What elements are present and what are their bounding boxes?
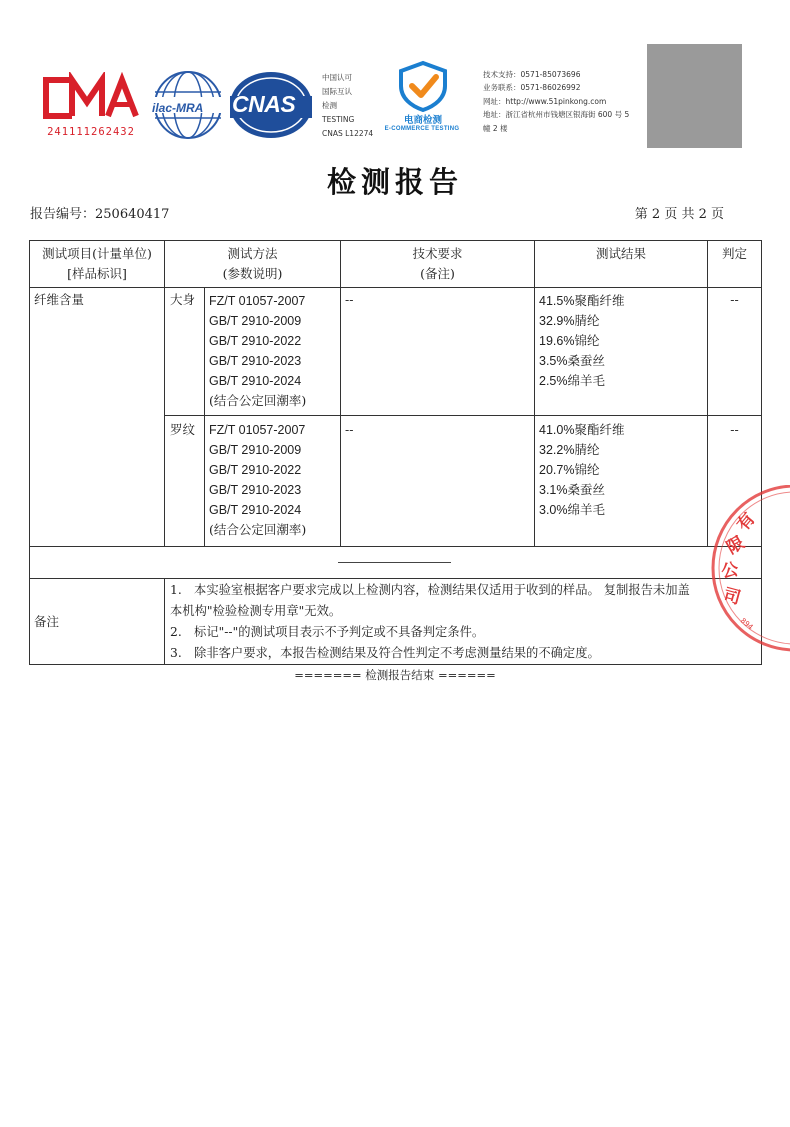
remarks-label: 备注 [34,614,60,629]
result-row: 3.5%桑蚕丝 [539,353,606,368]
result-list-2 [539,420,624,520]
remark-2: 2. 标记"--"的测试项目表示不予判定或不具备判定条件。 [170,625,485,639]
report-number: 报告编号：250640417 [30,207,170,222]
requirement-1: -- [345,292,354,307]
page-info: 第 2 页 共 2 页 [634,207,724,222]
col-header-result: 测试结果 [595,246,646,261]
col-header-judgement: 判定 [721,246,747,261]
result-row: 41.0%聚酯纤维 [539,422,625,437]
remark-1: 1. 本实验室根据客户要求完成以上检测内容，检测结果仅适用于收到的样品。 复制报告未加盖 [170,583,690,597]
contact-website: 网址：http://www.51pinkong.com [483,96,607,106]
result-row: 20.7%锦纶 [539,462,600,477]
result-list-1 [539,291,624,391]
col-header-method: 测试方法 (参数说明) [222,246,283,281]
remark-3: 3. 除非客户要求，本报告检测结果及符合性判定不考虑测量结果的不确定度。 [170,646,600,660]
report-end: ======= 检测报告结束 ====== [294,668,496,682]
ecommerce-logo-en: E-COMMERCE TESTING [384,126,460,132]
result-row: 32.9%腈纶 [539,313,600,328]
ilac-mra-text: ilac-MRA [152,101,204,115]
sample-part-2: 罗纹 [170,422,196,437]
result-row: 19.6%锦纶 [539,333,600,348]
cnas-text: CNAS [232,91,296,117]
col-header-requirement: 技术要求 (备注) [412,246,463,281]
qr-code-icon [647,44,742,148]
cma-code: 241111262432 [47,126,135,138]
contact-address: 地址：浙江省杭州市钱塘区银海街 600 号 5 [483,110,630,120]
accreditation-text: 中国认可 国际互认 检测 TESTING CNAS L12274 [322,73,374,138]
cma-icon [38,72,142,124]
remark-1-cont: 本机构"检验检测专用章"无效。 [170,604,342,618]
ecommerce-logo-cn: 电商检测 [403,115,442,126]
result-row: 3.1%桑蚕丝 [539,482,606,497]
result-row: 2.5%绵羊毛 [539,373,606,388]
result-row: 32.2%腈纶 [539,442,600,457]
shield-check-icon [395,60,451,112]
judgement-2: -- [730,422,739,437]
col-header-item: 测试项目(计量单位) [样品标识] [42,246,152,281]
contact-tech-support: 技术支持：0571-85073696 [483,70,581,79]
judgement-1: -- [730,292,739,307]
sample-part-1: 大身 [170,292,196,307]
contact-address-cont: 幢 2 楼 [483,123,508,133]
page-title: 检测报告 [326,165,463,199]
result-row: 41.5%聚酯纤维 [539,293,625,308]
result-row: 3.0%绵羊毛 [539,502,606,517]
contact-info [483,68,643,135]
method-list-1: FZ/T 01057-2007 GB/T 2910-2009 GB/T 2910-2022 GB/T 2910-2023 GB/T 2910-2024 (结合公定回潮率) [209,294,307,408]
method-list-2: FZ/T 01057-2007 GB/T 2910-2009 GB/T 2910-2022 GB/T 2910-2023 GB/T 2910-2024 (结合公定回潮率) [209,423,307,537]
test-item: 纤维含量 [34,292,85,307]
requirement-2: -- [345,422,354,437]
contact-business: 业务联系：0571-86026992 [483,83,581,93]
